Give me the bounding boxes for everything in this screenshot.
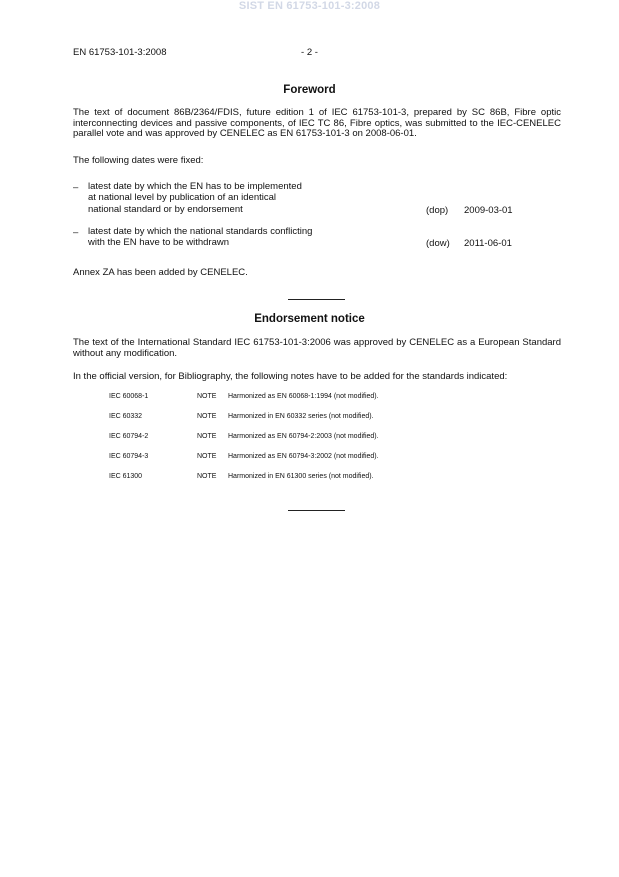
note-label: NOTE [197,473,217,480]
note-text: Harmonized as EN 60794-3:2002 (not modified). [228,453,379,460]
list-item [109,413,529,423]
watermark-text: SIST EN 61753-101-3:2008 [238,0,381,12]
note-text: Harmonized in EN 60332 series (not modified). [228,413,374,420]
date-item-dop-line: latest date by which the EN has to be implemented [88,181,302,192]
date-item-dop-value: 2009-03-01 [464,205,513,216]
note-text: Harmonized as EN 60068-1:1994 (not modified). [228,393,379,400]
note-label: NOTE [197,453,217,460]
list-dash: – [73,182,79,193]
date-item-dop-line: national standard or by endorsement [88,204,243,215]
endorsement-title: Endorsement notice [254,313,365,325]
date-item-dop-abbr: (dop) [426,205,449,216]
endorsement-intro: In the official version, for Bibliography, the following notes have to be added for the standards indicated: [73,371,508,382]
date-item-dow-line: latest date by which the national standards conflicting [88,226,313,237]
dates-intro: The following dates were fixed: [73,155,204,166]
note-text: Harmonized as EN 60794-2:2003 (not modified). [228,433,379,440]
date-item-dow-line: with the EN have to be withdrawn [88,237,229,248]
note-standard: IEC 61300 [109,473,143,480]
page-number: - 2 - [301,47,318,58]
section-divider [288,299,345,300]
document-id: EN 61753-101-3:2008 [73,47,167,58]
date-item-dop-line: at national level by publication of an identical [88,192,277,203]
note-standard: IEC 60332 [109,413,143,420]
endorsement-paragraph: The text of the International Standard IEC 61753-101-3:2006 was approved by CENELEC as a European Standard without any modification. [73,337,561,359]
note-text: Harmonized in EN 61300 series (not modified). [228,473,374,480]
note-standard: IEC 60068-1 [109,393,149,400]
note-label: NOTE [197,413,217,420]
note-standard: IEC 60794-2 [109,433,149,440]
note-label: NOTE [197,433,217,440]
note-standard: IEC 60794-3 [109,453,149,460]
foreword-title: Foreword [283,84,336,96]
list-item [109,433,529,443]
annex-note: Annex ZA has been added by CENELEC. [73,267,248,278]
list-item [109,473,529,483]
list-dash: – [73,227,79,238]
foreword-paragraph: The text of document 86B/2364/FDIS, future edition 1 of IEC 61753-101-3, prepared by SC 86B, Fibre optic interconnecting devices and passive components, of IEC TC 86, Fibre optics, was submitted to the IEC-CENELEC parallel vote and was approved by CENELEC as EN 61753-101-3 on 2008-06-01. [73,107,561,139]
list-item [109,453,529,463]
list-item [109,393,529,403]
section-divider [288,510,345,511]
date-item-dow-value: 2011-06-01 [464,238,512,249]
date-item-dow-abbr: (dow) [426,238,450,249]
note-label: NOTE [197,393,217,400]
